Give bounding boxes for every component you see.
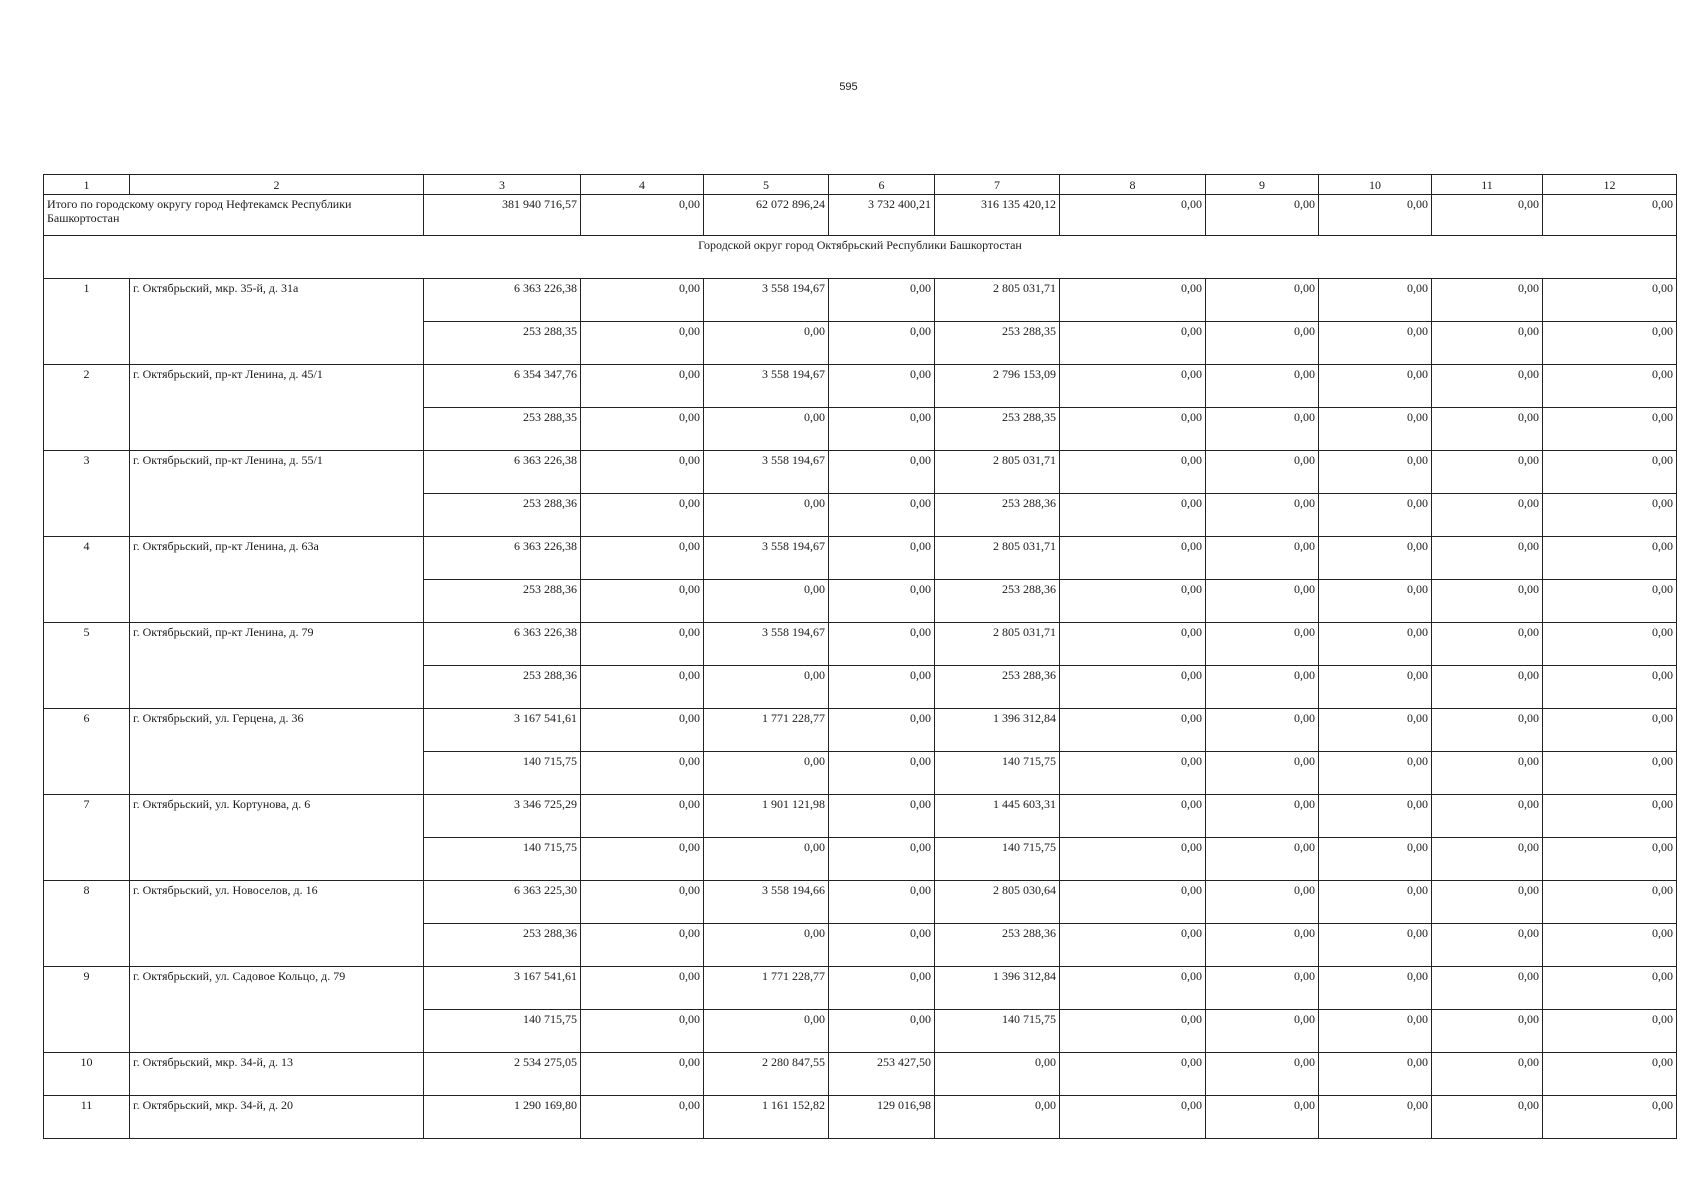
table-cell: 0,00 [829,365,935,408]
table-row [44,1096,1677,1139]
table-cell: 0,00 [1319,795,1432,838]
table-cell: 3 558 194,67 [704,623,829,666]
table-cell: 0,00 [1060,795,1206,838]
table-cell: 0,00 [1060,279,1206,322]
table-cell: 3 558 194,67 [704,365,829,408]
table-cell: 0,00 [581,838,704,881]
funding-table [43,174,1677,1139]
table-cell: 0,00 [1432,195,1543,236]
table-cell: 62 072 896,24 [704,195,829,236]
total-label: Итого по городскому округу город Нефтекамск Республики Башкортостан [44,195,424,236]
column-header: 3 [424,175,581,195]
table-row [44,279,1677,322]
table-cell: 0,00 [1206,924,1319,967]
table-cell: 0,00 [581,881,704,924]
column-header: 8 [1060,175,1206,195]
table-cell: 0,00 [1206,881,1319,924]
table-cell: 0,00 [1432,537,1543,580]
address-cell: г. Октябрьский, мкр. 35-й, д. 31а [130,279,424,365]
table-cell: 253 288,36 [935,924,1060,967]
table-cell: 140 715,75 [935,838,1060,881]
table-cell: 0,00 [1432,365,1543,408]
table-cell: 0,00 [1432,1096,1543,1139]
table-cell: 0,00 [829,709,935,752]
table-cell: 0,00 [829,881,935,924]
row-number-cell: 11 [44,1096,130,1139]
table-cell: 3 732 400,21 [829,195,935,236]
table-cell: 0,00 [1432,881,1543,924]
table-cell: 3 558 194,67 [704,537,829,580]
table-cell: 253 288,35 [424,408,581,451]
table-cell: 0,00 [704,580,829,623]
table-cell: 0,00 [1060,1053,1206,1096]
table-cell: 3 558 194,66 [704,881,829,924]
table-cell: 2 805 031,71 [935,623,1060,666]
table-cell: 0,00 [1432,322,1543,365]
table-cell: 0,00 [581,322,704,365]
total-row [44,195,1677,236]
address-cell: г. Октябрьский, пр-кт Ленина, д. 63а [130,537,424,623]
table-cell: 3 346 725,29 [424,795,581,838]
table-cell: 0,00 [1432,580,1543,623]
table-cell: 0,00 [704,752,829,795]
table-cell: 0,00 [1060,494,1206,537]
table-cell: 0,00 [581,279,704,322]
table-cell: 0,00 [1319,494,1432,537]
table-cell: 0,00 [1432,494,1543,537]
table-cell: 0,00 [1543,752,1677,795]
table-cell: 0,00 [935,1053,1060,1096]
table-cell: 0,00 [581,408,704,451]
table-cell: 0,00 [1319,967,1432,1010]
table-cell: 0,00 [1543,623,1677,666]
column-header: 2 [130,175,424,195]
table-cell: 6 363 226,38 [424,623,581,666]
table-row [44,451,1677,494]
table-cell: 0,00 [1206,580,1319,623]
table-row [44,881,1677,924]
table-cell: 0,00 [1432,408,1543,451]
table-cell: 0,00 [1060,967,1206,1010]
table-cell: 2 805 031,71 [935,451,1060,494]
table-cell: 0,00 [935,1096,1060,1139]
table-cell: 2 796 153,09 [935,365,1060,408]
table-cell: 0,00 [1543,709,1677,752]
table-cell: 253 427,50 [829,1053,935,1096]
table-cell: 0,00 [1060,752,1206,795]
table-cell: 253 288,36 [935,494,1060,537]
table-cell: 1 161 152,82 [704,1096,829,1139]
address-cell: г. Октябрьский, пр-кт Ленина, д. 45/1 [130,365,424,451]
table-cell: 0,00 [704,1010,829,1053]
table-cell: 0,00 [1432,752,1543,795]
table-cell: 0,00 [1206,1053,1319,1096]
table-row [44,623,1677,666]
table-cell: 6 354 347,76 [424,365,581,408]
table-cell: 2 280 847,55 [704,1053,829,1096]
table-cell: 140 715,75 [424,1010,581,1053]
table-cell: 0,00 [704,494,829,537]
table-cell: 140 715,75 [935,1010,1060,1053]
table-cell: 0,00 [1543,322,1677,365]
table-cell: 0,00 [581,1096,704,1139]
row-number-cell: 6 [44,709,130,795]
table-cell: 0,00 [1206,1010,1319,1053]
table-cell: 381 940 716,57 [424,195,581,236]
table-cell: 0,00 [1060,1010,1206,1053]
address-cell: г. Октябрьский, ул. Кортунова, д. 6 [130,795,424,881]
table-cell: 0,00 [1206,537,1319,580]
table-cell: 253 288,36 [935,666,1060,709]
table-cell: 0,00 [1543,580,1677,623]
table-cell: 0,00 [1060,881,1206,924]
address-cell: г. Октябрьский, мкр. 34-й, д. 13 [130,1053,424,1096]
table-cell: 0,00 [1543,924,1677,967]
table-cell: 0,00 [581,580,704,623]
table-cell: 0,00 [704,322,829,365]
table-cell: 0,00 [581,967,704,1010]
table-cell: 3 558 194,67 [704,279,829,322]
table-cell: 0,00 [1206,322,1319,365]
table-cell: 0,00 [581,752,704,795]
address-cell: г. Октябрьский, ул. Садовое Кольцо, д. 79 [130,967,424,1053]
table-cell: 0,00 [1543,795,1677,838]
table-cell: 0,00 [1319,408,1432,451]
address-cell: г. Октябрьский, мкр. 34-й, д. 20 [130,1096,424,1139]
table-cell: 0,00 [1432,279,1543,322]
table-cell: 253 288,36 [424,924,581,967]
table-cell: 316 135 420,12 [935,195,1060,236]
column-header: 7 [935,175,1060,195]
table-cell: 1 901 121,98 [704,795,829,838]
table-row [44,365,1677,408]
table-cell: 0,00 [1432,709,1543,752]
table-cell: 0,00 [1319,1096,1432,1139]
table-cell: 0,00 [1319,623,1432,666]
table-cell: 0,00 [581,795,704,838]
table-cell: 0,00 [1543,838,1677,881]
table-cell: 6 363 226,38 [424,537,581,580]
table-cell: 0,00 [1319,365,1432,408]
table-cell: 0,00 [1319,666,1432,709]
table-cell: 0,00 [1206,365,1319,408]
table-cell: 0,00 [1060,623,1206,666]
address-cell: г. Октябрьский, ул. Герцена, д. 36 [130,709,424,795]
table-cell: 0,00 [1319,537,1432,580]
table-cell: 0,00 [829,1010,935,1053]
table-cell: 0,00 [1543,494,1677,537]
table-cell: 0,00 [829,537,935,580]
table-cell: 0,00 [704,666,829,709]
table-cell: 0,00 [1319,881,1432,924]
table-row [44,967,1677,1010]
table-cell: 0,00 [1432,1053,1543,1096]
table-cell: 0,00 [1543,365,1677,408]
table-cell: 253 288,36 [424,580,581,623]
table-cell: 0,00 [1319,279,1432,322]
column-header: 9 [1206,175,1319,195]
table-cell: 0,00 [1432,924,1543,967]
table-cell: 2 805 031,71 [935,279,1060,322]
table-cell: 2 805 031,71 [935,537,1060,580]
table-cell: 0,00 [581,1010,704,1053]
table-cell: 0,00 [1543,881,1677,924]
table-cell: 0,00 [1060,451,1206,494]
table-cell: 0,00 [829,838,935,881]
table-cell: 0,00 [1206,195,1319,236]
row-number-cell: 9 [44,967,130,1053]
address-cell: г. Октябрьский, пр-кт Ленина, д. 79 [130,623,424,709]
table-row [44,709,1677,752]
table-cell: 0,00 [1206,967,1319,1010]
row-number-cell: 4 [44,537,130,623]
table-cell: 0,00 [1060,580,1206,623]
table-cell: 140 715,75 [424,838,581,881]
table-cell: 0,00 [829,752,935,795]
table-cell: 0,00 [1543,1053,1677,1096]
table-cell: 0,00 [1206,666,1319,709]
table-cell: 0,00 [829,408,935,451]
table-row [44,795,1677,838]
table-cell: 0,00 [581,709,704,752]
section-title: Городской округ город Октябрьский Республики Башкортостан [44,236,1677,279]
row-number-cell: 8 [44,881,130,967]
table-cell: 0,00 [1206,1096,1319,1139]
column-header: 1 [44,175,130,195]
table-cell: 0,00 [1543,537,1677,580]
table-cell: 3 167 541,61 [424,967,581,1010]
table-cell: 0,00 [829,623,935,666]
column-number-header-row [44,175,1677,195]
table-cell: 6 363 226,38 [424,451,581,494]
table-cell: 2 805 030,64 [935,881,1060,924]
table-cell: 0,00 [581,924,704,967]
table-cell: 0,00 [829,967,935,1010]
table-cell: 0,00 [1543,1096,1677,1139]
table-cell: 0,00 [1319,1053,1432,1096]
table-cell: 0,00 [1543,408,1677,451]
table-cell: 0,00 [1206,752,1319,795]
table-cell: 0,00 [829,924,935,967]
table-cell: 0,00 [581,195,704,236]
table-cell: 0,00 [1060,666,1206,709]
column-header: 6 [829,175,935,195]
table-cell: 0,00 [1206,623,1319,666]
column-header: 10 [1319,175,1432,195]
table-cell: 0,00 [1206,279,1319,322]
table-cell: 0,00 [1060,838,1206,881]
table-cell: 0,00 [1432,795,1543,838]
table-cell: 0,00 [1060,365,1206,408]
table-cell: 0,00 [704,408,829,451]
table-cell: 0,00 [1543,967,1677,1010]
section-row [44,236,1677,279]
table-cell: 0,00 [1206,795,1319,838]
row-number-cell: 3 [44,451,130,537]
table-cell: 0,00 [1543,279,1677,322]
table-cell: 1 396 312,84 [935,967,1060,1010]
table-cell: 253 288,35 [935,408,1060,451]
table-cell: 0,00 [1319,838,1432,881]
table-cell: 253 288,35 [424,322,581,365]
table-cell: 0,00 [1206,494,1319,537]
table-cell: 140 715,75 [424,752,581,795]
table-cell: 6 363 225,30 [424,881,581,924]
table-cell: 0,00 [1060,709,1206,752]
table-row [44,1053,1677,1096]
table-cell: 0,00 [1432,666,1543,709]
table-cell: 2 534 275,05 [424,1053,581,1096]
table-cell: 1 445 603,31 [935,795,1060,838]
column-header: 4 [581,175,704,195]
table-cell: 0,00 [581,1053,704,1096]
table-cell: 0,00 [829,795,935,838]
table-cell: 0,00 [581,537,704,580]
table-row [44,537,1677,580]
page-number: 595 [839,81,858,93]
table-cell: 0,00 [1432,838,1543,881]
table-cell: 0,00 [1543,666,1677,709]
table-cell: 129 016,98 [829,1096,935,1139]
table-cell: 0,00 [581,666,704,709]
table-cell: 1 771 228,77 [704,967,829,1010]
row-number-cell: 7 [44,795,130,881]
row-number-cell: 2 [44,365,130,451]
table-cell: 0,00 [1206,838,1319,881]
table-cell: 0,00 [829,451,935,494]
table-cell: 0,00 [581,623,704,666]
table-cell: 3 558 194,67 [704,451,829,494]
address-cell: г. Октябрьский, ул. Новоселов, д. 16 [130,881,424,967]
table-cell: 1 771 228,77 [704,709,829,752]
table-cell: 0,00 [1206,451,1319,494]
column-header: 11 [1432,175,1543,195]
table-cell: 0,00 [1060,537,1206,580]
column-header: 5 [704,175,829,195]
table-body [44,175,1677,1139]
table-cell: 0,00 [1060,924,1206,967]
table-cell: 0,00 [1543,451,1677,494]
table-cell: 0,00 [704,924,829,967]
address-cell: г. Октябрьский, пр-кт Ленина, д. 55/1 [130,451,424,537]
table-cell: 0,00 [829,580,935,623]
table-cell: 0,00 [1060,322,1206,365]
table-cell: 0,00 [1432,967,1543,1010]
table-cell: 0,00 [829,666,935,709]
table-cell: 0,00 [704,838,829,881]
table-cell: 0,00 [1060,408,1206,451]
table-cell: 0,00 [1060,195,1206,236]
table-cell: 253 288,36 [935,580,1060,623]
table-cell: 0,00 [1432,623,1543,666]
table-cell: 1 396 312,84 [935,709,1060,752]
table-cell: 0,00 [829,494,935,537]
table-cell: 0,00 [1319,322,1432,365]
table-cell: 0,00 [1319,709,1432,752]
row-number-cell: 1 [44,279,130,365]
row-number-cell: 5 [44,623,130,709]
table-cell: 1 290 169,80 [424,1096,581,1139]
table-cell: 0,00 [581,451,704,494]
table-cell: 0,00 [1432,451,1543,494]
table-cell: 0,00 [1319,752,1432,795]
table-cell: 0,00 [581,494,704,537]
table-cell: 0,00 [1319,924,1432,967]
table-cell: 253 288,36 [424,666,581,709]
table-cell: 0,00 [1543,1010,1677,1053]
table-cell: 253 288,36 [424,494,581,537]
table-cell: 253 288,35 [935,322,1060,365]
table-cell: 0,00 [1206,408,1319,451]
table-cell: 0,00 [1543,195,1677,236]
table-cell: 0,00 [581,365,704,408]
table-cell: 0,00 [829,322,935,365]
table-cell: 6 363 226,38 [424,279,581,322]
row-number-cell: 10 [44,1053,130,1096]
table-cell: 0,00 [1432,1010,1543,1053]
table-cell: 3 167 541,61 [424,709,581,752]
table-cell: 0,00 [1319,451,1432,494]
table-cell: 0,00 [1060,1096,1206,1139]
table-cell: 0,00 [1319,195,1432,236]
column-header: 12 [1543,175,1677,195]
table-cell: 0,00 [1206,709,1319,752]
table-cell: 0,00 [829,279,935,322]
table-cell: 0,00 [1319,1010,1432,1053]
table-cell: 140 715,75 [935,752,1060,795]
table-cell: 0,00 [1319,580,1432,623]
